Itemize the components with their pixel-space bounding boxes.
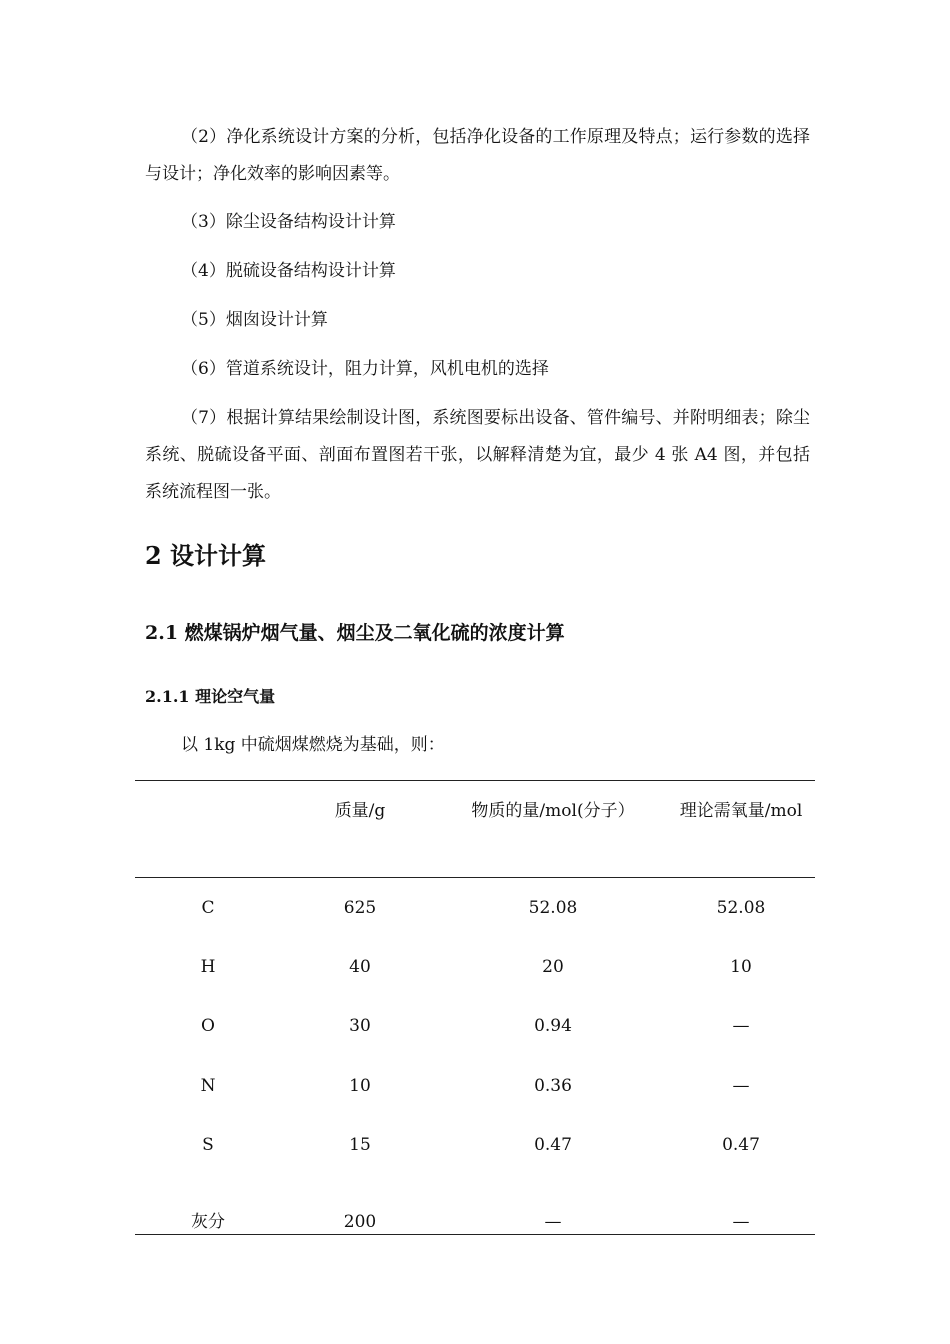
table-row (135, 997, 815, 1057)
paragraph-item-7: （7）根据计算结果绘制设计图，系统图要标出设备、管件编号、并附明细表；除尘系统、脱硫设备平面、剖面布置图若干张，以解释清楚为宜，最少 4 张 A4 图，并包括系统流程图一张。 (145, 408, 810, 502)
table-row (135, 937, 815, 997)
table-cell: N (200, 1075, 216, 1096)
paragraph-item-3: （3）除尘设备结构设计计算 (181, 212, 396, 232)
table-cell: 30 (349, 1016, 371, 1037)
paragraph-item-6: （6）管道系统设计，阻力计算，风机电机的选择 (181, 359, 549, 379)
table-row (135, 1175, 815, 1235)
header-cell: 质量/g (334, 801, 386, 821)
table-cell: C (201, 897, 215, 918)
table-cell: — (732, 1212, 750, 1232)
table-cell: 0.36 (534, 1075, 572, 1096)
table-cell: H (200, 956, 216, 977)
table-cell: 40 (349, 956, 371, 977)
paragraph-item-5: （5）烟囱设计计算 (181, 310, 328, 330)
table-cell: 52.08 (716, 897, 766, 918)
table-cell: 200 (343, 1212, 377, 1232)
header-cell: 理论需氧量/mol (679, 801, 803, 821)
table-cell: 15 (349, 1135, 371, 1156)
table-cell: 20 (542, 956, 564, 977)
header-cell (135, 781, 281, 878)
paragraph-item-4: （4）脱硫设备结构设计计算 (181, 261, 396, 281)
table-cell: O (201, 1016, 215, 1037)
table-cell: 10 (349, 1075, 371, 1096)
intro-text: 以 1kg 中硫烟煤燃烧为基础，则： (181, 735, 445, 755)
table-header-row (135, 781, 815, 878)
header-cell: 物质的量/mol(分子） (471, 801, 635, 821)
table-row (135, 1116, 815, 1176)
table-cell: 52.08 (528, 897, 578, 918)
table-cell: 0.47 (534, 1135, 572, 1156)
table-cell: 0.94 (534, 1016, 572, 1037)
table-cell: S (202, 1135, 214, 1156)
table-cell: 灰分 (191, 1212, 225, 1232)
table-cell: 625 (343, 897, 377, 918)
subsection-heading: 2.1 燃煤锅炉烟气量、烟尘及二氧化硫的浓度计算 (145, 622, 565, 644)
paragraph-item-2: （2）净化系统设计方案的分析，包括净化设备的工作原理及特点；运行参数的选择与设计；净化效率的影响因素等。 (145, 127, 810, 184)
composition-table (135, 780, 815, 1235)
section-heading: 2 设计计算 (145, 541, 267, 570)
table-cell: — (732, 1075, 750, 1096)
table-row (135, 878, 815, 938)
table-cell: — (732, 1016, 750, 1037)
subsubsection-heading: 2.1.1 理论空气量 (145, 687, 276, 706)
table-cell: — (544, 1212, 562, 1232)
table-cell: 0.47 (722, 1135, 760, 1156)
table-row (135, 1056, 815, 1116)
table-cell: 10 (730, 956, 752, 977)
